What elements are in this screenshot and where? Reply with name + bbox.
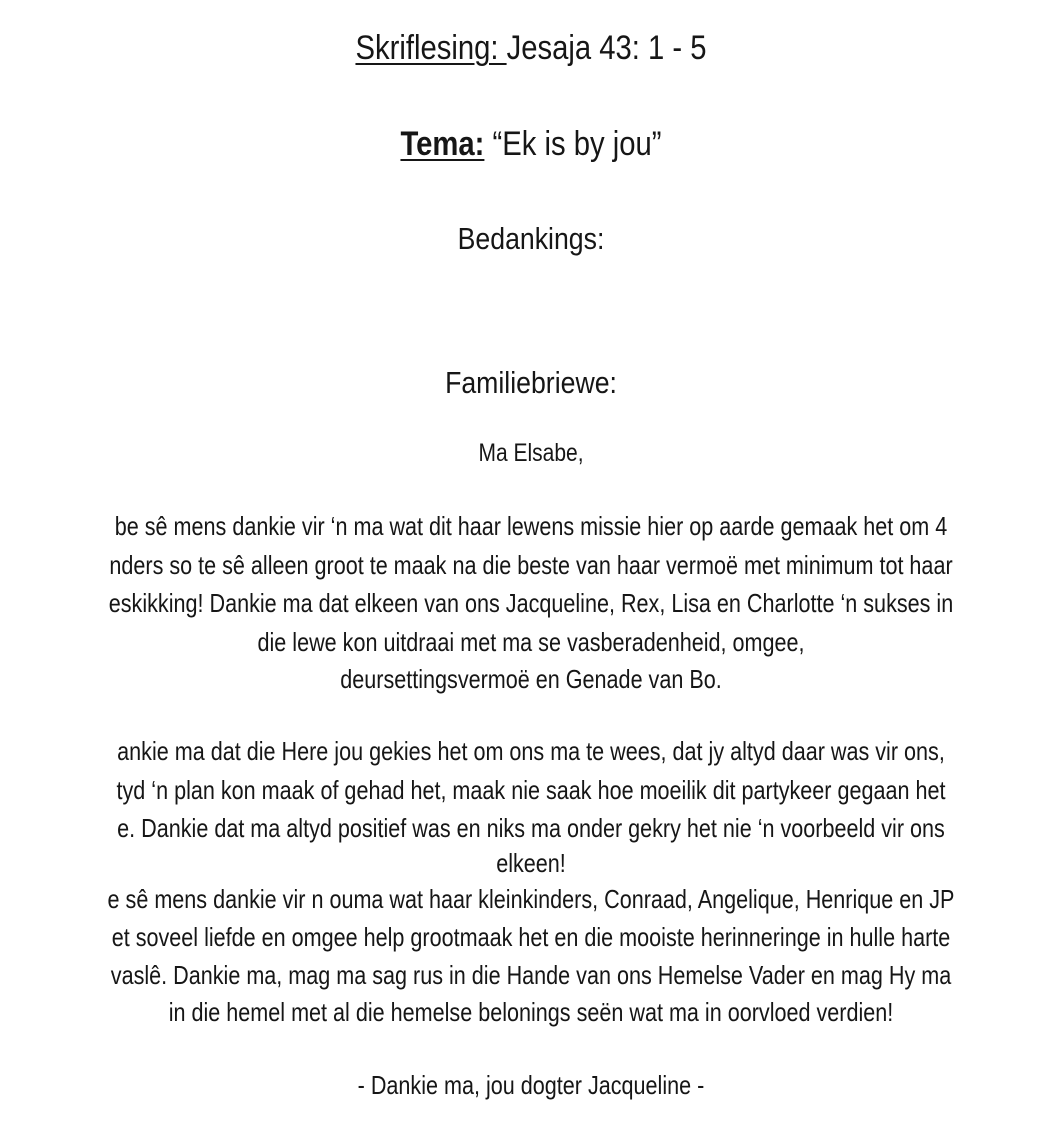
letter-paragraph-2-line: e. Dankie dat ma altyd positief was en niks ma onder gekry het nie ‘n voorbeeld vir ons xyxy=(117,813,945,843)
scripture-reading-label: Skriflesing: xyxy=(355,29,507,67)
letter-paragraph-2-line: e sê mens dankie vir n ouma wat haar kleinkinders, Conraad, Angelique, Henrique en JP xyxy=(107,884,955,914)
letter-paragraph-2-line: in die hemel met al die hemelse belonings seën wat ma in oorvloed verdien! xyxy=(168,997,894,1027)
family-letters-heading: Familiebriewe: xyxy=(445,365,617,400)
letter-signature: - Dankie ma, jou dogter Jacqueline - xyxy=(357,1070,705,1100)
scripture-reading-reference: Jesaja 43: 1 - 5 xyxy=(506,29,707,67)
thanks-heading: Bedankings: xyxy=(457,221,605,256)
theme-heading xyxy=(74,124,987,164)
letter-salutation: Ma Elsabe, xyxy=(478,439,584,467)
theme-text: “Ek is by jou” xyxy=(484,125,662,163)
letter-paragraph-1-line: nders so te sê alleen groot te maak na die beste van haar vermoë met minimum tot haar xyxy=(109,550,953,580)
letter-paragraph-1-line: deursettingsvermoë en Genade van Bo. xyxy=(340,664,722,694)
letter-paragraph-1-line: die lewe kon uitdraai met ma se vasberadenheid, omgee, xyxy=(257,627,805,657)
letter-paragraph-2-line: vaslê. Dankie ma, mag ma sag rus in die Hande van ons Hemelse Vader en mag Hy ma xyxy=(110,960,952,990)
theme-label: Tema: xyxy=(400,125,485,163)
letter-paragraph-1-line: be sê mens dankie vir ‘n ma wat dit haar lewens missie hier op aarde gemaak het om 4 xyxy=(114,511,948,541)
letter-paragraph-2-line: tyd ‘n plan kon maak of gehad het, maak nie saak hoe moeilik dit partykeer gegaan het xyxy=(116,775,946,805)
letter-paragraph-2-line: elkeen! xyxy=(496,848,566,878)
letter-paragraph-2-line: et soveel liefde en omgee help grootmaak het en die mooiste herinneringe in hulle harte xyxy=(111,922,951,952)
letter-paragraph-1-line: eskikking! Dankie ma dat elkeen van ons Jacqueline, Rex, Lisa en Charlotte ‘n sukses in xyxy=(108,588,954,618)
letter-paragraph-2-line: ankie ma dat die Here jou gekies het om ons ma te wees, dat jy altyd daar was vir ons, xyxy=(117,736,945,766)
scripture-reading-heading xyxy=(74,28,987,68)
